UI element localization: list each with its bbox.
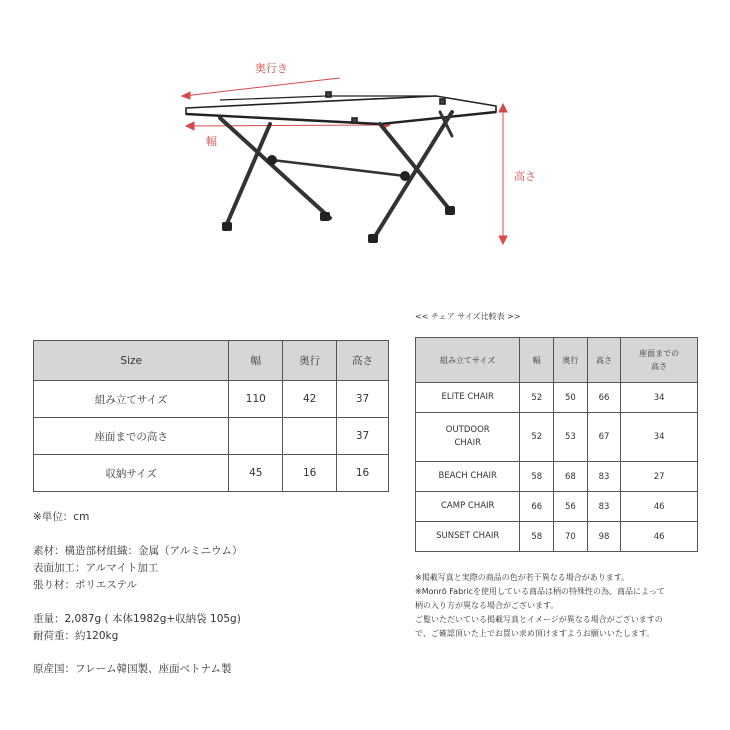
compare-cell: 83 (587, 462, 621, 492)
table-row (416, 462, 698, 492)
compare-header: 座面までの 高さ (621, 338, 698, 383)
spec-cell: 37 (337, 381, 389, 418)
note-line: で、ご確認頂いた上でお買い求め頂けますようお願いいたします。 (415, 629, 655, 638)
unit-note: ※単位：cm (33, 511, 90, 523)
compare-cell: 83 (587, 492, 621, 522)
table-legs (220, 112, 452, 238)
table-row (34, 455, 389, 492)
compare-cell: 66 (520, 492, 554, 522)
table-row (416, 492, 698, 522)
spec-cell: 42 (283, 381, 337, 418)
compare-table (415, 337, 698, 552)
spec-cell (229, 418, 283, 455)
chair-name: ELITE CHAIR (416, 383, 520, 413)
table-row (416, 522, 698, 552)
height-label: 高さ (514, 170, 536, 183)
compare-title: << チェア サイズ比較表 >> (415, 312, 521, 321)
spec-table (33, 340, 389, 492)
compare-header: 高さ (587, 338, 621, 383)
table-row (416, 413, 698, 462)
spec-header: 幅 (229, 341, 283, 381)
table-row (34, 418, 389, 455)
note-line: ご覧いただいている掲載写真とイメージが異なる場合がございますの (415, 615, 663, 624)
spec-header: 奥行 (283, 341, 337, 381)
compare-cell: 67 (587, 413, 621, 462)
compare-cell: 52 (520, 413, 554, 462)
product-diagram (0, 0, 730, 300)
spec-cell: 37 (337, 418, 389, 455)
spec-fabric: 張り材：ポリエステル (33, 579, 138, 591)
compare-cell: 46 (621, 522, 698, 552)
spec-load: 耐荷重：約120kg (33, 630, 119, 642)
compare-cell: 46 (621, 492, 698, 522)
compare-cell: 27 (621, 462, 698, 492)
compare-header: 組み立てサイズ (416, 338, 520, 383)
note-line: ※Monrō Fabricを使用している商品は柄の特殊性の為、商品によって (415, 587, 666, 596)
compare-header: 奥行 (554, 338, 588, 383)
depth-label: 奥行き (255, 62, 288, 75)
note-line: ※掲載写真と実際の商品の色が若干異なる場合があります。 (415, 573, 630, 582)
chair-name: OUTDOOR CHAIR (416, 413, 520, 462)
chair-name: SUNSET CHAIR (416, 522, 520, 552)
spec-cell (283, 418, 337, 455)
compare-cell: 98 (587, 522, 621, 552)
compare-cell: 56 (554, 492, 588, 522)
spec-cell: 座面までの高さ (34, 418, 229, 455)
compare-cell: 50 (554, 383, 588, 413)
compare-cell: 66 (587, 383, 621, 413)
spec-cell: 45 (229, 455, 283, 492)
compare-cell: 34 (621, 383, 698, 413)
spec-header: Size (34, 341, 229, 381)
spec-material: 素材：構造部材組織：金属（アルミニウム） (33, 545, 243, 557)
compare-cell: 68 (554, 462, 588, 492)
note-line: 柄の入り方が異なる場合がございます。 (415, 601, 559, 610)
spec-cell: 16 (283, 455, 337, 492)
compare-header: 幅 (520, 338, 554, 383)
table-row (34, 381, 389, 418)
spec-weight: 重量：2,087g ( 本体1982g+収納袋 105g) (33, 613, 241, 625)
compare-cell: 70 (554, 522, 588, 552)
height-arrow (499, 104, 507, 244)
spec-cell: 110 (229, 381, 283, 418)
compare-cell: 34 (621, 413, 698, 462)
spec-header-row (34, 341, 389, 381)
compare-header-row (416, 338, 698, 383)
spec-origin: 原産国：フレーム韓国製、座面ベトナム製 (33, 663, 232, 675)
table-row (416, 383, 698, 413)
compare-cell: 52 (520, 383, 554, 413)
compare-cell: 58 (520, 462, 554, 492)
spec-cell: 組み立てサイズ (34, 381, 229, 418)
compare-cell: 53 (554, 413, 588, 462)
spec-header: 高さ (337, 341, 389, 381)
spec-surface: 表面加工：アルマイト加工 (33, 562, 159, 574)
chair-name: BEACH CHAIR (416, 462, 520, 492)
spec-cell: 収納サイズ (34, 455, 229, 492)
chair-name: CAMP CHAIR (416, 492, 520, 522)
spec-cell: 16 (337, 455, 389, 492)
width-label: 幅 (206, 135, 217, 148)
compare-cell: 58 (520, 522, 554, 552)
